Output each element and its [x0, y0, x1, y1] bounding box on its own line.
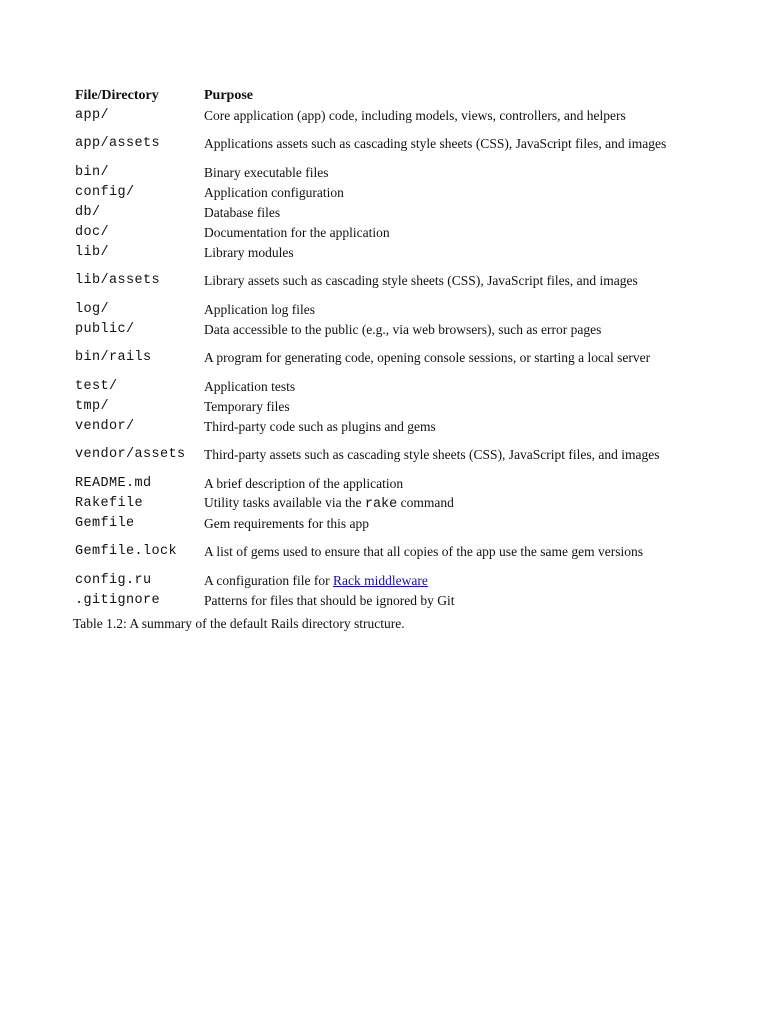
purpose-cell: Database files	[204, 204, 281, 220]
purpose-cell: Documentation for the application	[204, 224, 390, 240]
table-row	[73, 202, 693, 222]
directory-structure-table	[73, 87, 693, 610]
table-row	[73, 319, 693, 339]
table-row	[73, 590, 693, 610]
path-cell: db/	[75, 204, 101, 220]
table-caption: Table 1.2: A summary of the default Rails directory structure.	[73, 616, 405, 631]
path-cell: bin/	[75, 164, 110, 180]
purpose-cell: Application configuration	[204, 184, 344, 200]
purpose-cell: Gem requirements for this app	[204, 515, 369, 531]
purpose-cell: Patterns for files that should be ignored by Git	[204, 592, 455, 608]
rake-command-code: rake	[364, 496, 398, 512]
table-row	[73, 513, 693, 533]
path-cell: config/	[75, 184, 135, 200]
purpose-cell	[202, 493, 693, 513]
table-row	[73, 339, 693, 376]
path-cell: config.ru	[75, 572, 152, 588]
table-row	[73, 105, 693, 125]
purpose-cell: Library assets such as cascading style sheets (CSS), JavaScript files, and images	[204, 273, 638, 288]
path-cell: vendor/	[75, 418, 135, 434]
path-cell: test/	[75, 378, 118, 394]
purpose-cell: Application tests	[204, 378, 296, 394]
table-row	[73, 570, 693, 590]
table-row	[73, 242, 693, 262]
header-purpose: Purpose	[204, 88, 253, 103]
path-cell: README.md	[75, 475, 152, 491]
table-row	[73, 376, 693, 396]
header-file-directory: File/Directory	[75, 88, 159, 103]
path-cell: doc/	[75, 224, 110, 240]
table-row	[73, 416, 693, 436]
path-cell: public/	[75, 321, 135, 337]
purpose-text: command	[397, 494, 454, 510]
purpose-cell: A brief description of the application	[204, 475, 404, 491]
purpose-text: A configuration file for	[204, 572, 333, 588]
path-cell: tmp/	[75, 398, 110, 414]
purpose-cell: Application log files	[204, 301, 315, 317]
path-cell: app/	[75, 107, 110, 123]
table-row	[73, 262, 693, 299]
purpose-cell: A program for generating code, opening console sessions, or starting a local server	[204, 350, 651, 365]
purpose-cell: Third-party assets such as cascading style sheets (CSS), JavaScript files, and images	[204, 447, 660, 462]
path-cell: app/assets	[75, 136, 161, 151]
table-row	[73, 222, 693, 242]
purpose-cell: A list of gems used to ensure that all copies of the app use the same gem versions	[204, 544, 644, 559]
table-row	[73, 182, 693, 202]
purpose-cell: Temporary files	[204, 398, 290, 414]
path-cell: vendor/assets	[75, 447, 186, 462]
table-header-row	[73, 87, 693, 105]
table-row	[73, 533, 693, 570]
purpose-text: Utility tasks available via the	[204, 494, 365, 510]
purpose-cell: Binary executable files	[204, 164, 329, 180]
path-cell: Gemfile	[75, 515, 135, 531]
path-cell: lib/assets	[75, 273, 161, 288]
purpose-cell: Third-party code such as plugins and gems	[204, 418, 436, 434]
path-cell: .gitignore	[75, 592, 161, 608]
purpose-cell: Applications assets such as cascading style sheets (CSS), JavaScript files, and images	[204, 136, 667, 151]
path-cell: log/	[75, 301, 110, 317]
table-row	[73, 125, 693, 162]
purpose-cell	[202, 570, 693, 590]
path-cell: Gemfile.lock	[75, 544, 178, 559]
table-row	[73, 436, 693, 473]
purpose-cell: Data accessible to the public (e.g., via web browsers), such as error pages	[204, 321, 602, 337]
table-row	[73, 473, 693, 493]
table-row	[73, 396, 693, 416]
rack-middleware-link[interactable]: Rack middleware	[332, 572, 428, 588]
table-row	[73, 299, 693, 319]
purpose-cell: Library modules	[204, 244, 294, 260]
path-cell: lib/	[75, 244, 110, 260]
path-cell: Rakefile	[75, 495, 144, 511]
path-cell: bin/rails	[75, 350, 152, 365]
table-row	[73, 162, 693, 182]
table-row	[73, 493, 693, 513]
purpose-cell: Core application (app) code, including models, views, controllers, and helpers	[204, 107, 626, 123]
